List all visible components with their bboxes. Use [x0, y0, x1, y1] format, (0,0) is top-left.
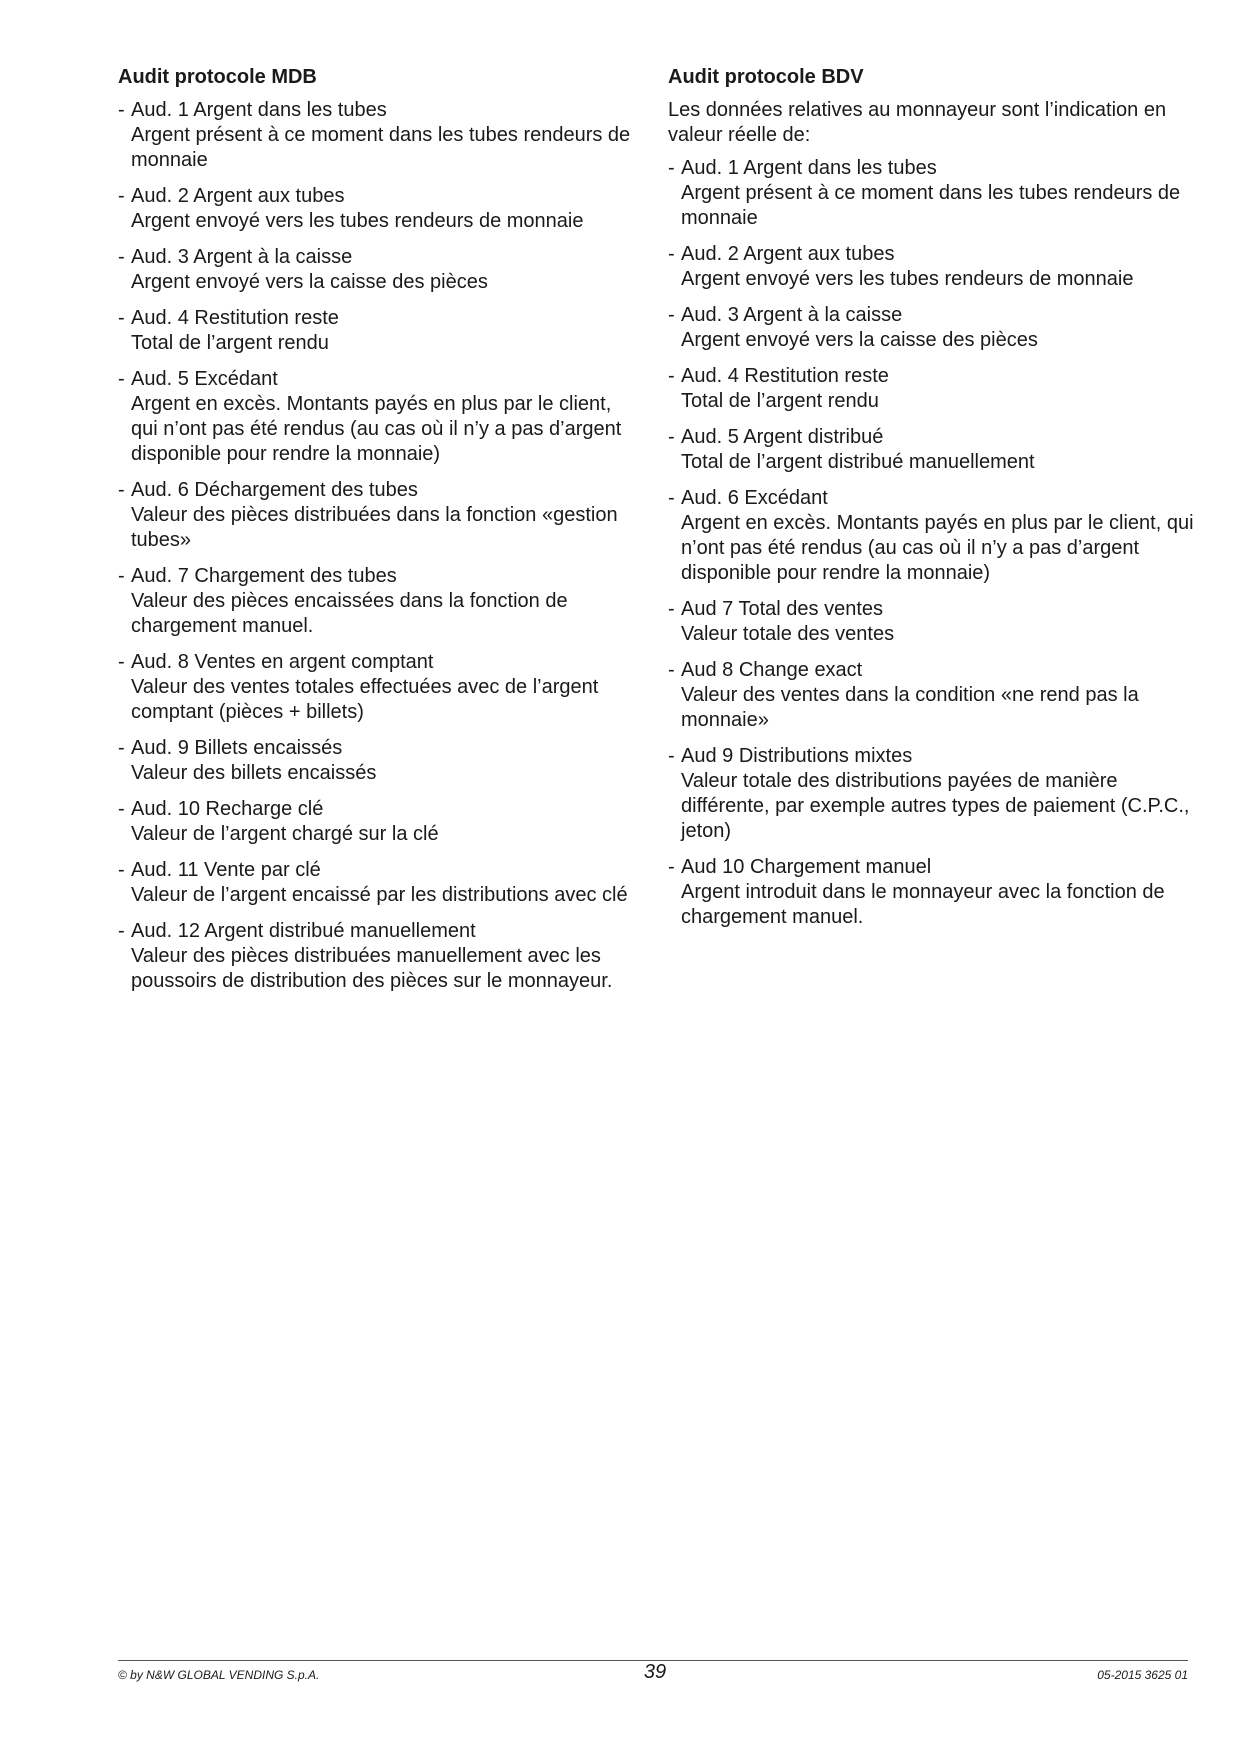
list-item	[118, 564, 638, 639]
list-item-description: Argent envoyé vers la caisse des pièces	[681, 329, 1038, 351]
list-item-description: Argent présent à ce moment dans les tubes rendeurs de monnaie	[681, 182, 1181, 229]
list-item	[118, 245, 638, 295]
list-item-title: - Aud. 9 Billets encaissés	[118, 736, 638, 761]
list-item-description: Valeur des pièces encaissées dans la fonction de chargement manuel.	[131, 590, 568, 637]
list-item	[668, 303, 1198, 353]
list-item-description: Total de l’argent rendu	[131, 332, 329, 354]
list-item-title: - Aud. 1 Argent dans les tubes	[668, 156, 1198, 181]
list-item-title: - Aud 10 Chargement manuel	[668, 855, 1198, 880]
footer-document-code: 05-2015 3625 01	[1097, 1668, 1188, 1682]
list-item-title: - Aud. 3 Argent à la caisse	[668, 303, 1198, 328]
list-item-title: - Aud. 11 Vente par clé	[118, 858, 638, 883]
list-item-description: Valeur des pièces distribuées manuellement avec les poussoirs de distribution des pièces sur le monnayeur.	[131, 945, 613, 992]
list-item-title: - Aud 9 Distributions mixtes	[668, 744, 1198, 769]
list-item	[118, 478, 638, 553]
list-item-description: Valeur de l’argent chargé sur la clé	[131, 823, 439, 845]
list-item-title: - Aud 7 Total des ventes	[668, 597, 1198, 622]
list-item-title: - Aud. 5 Argent distribué	[668, 425, 1198, 450]
list-item	[118, 367, 638, 467]
footer-copyright: © by N&W GLOBAL VENDING S.p.A.	[118, 1668, 320, 1682]
list-item-title: - Aud. 6 Déchargement des tubes	[118, 478, 638, 503]
mdb-audit-list	[118, 98, 638, 994]
list-item-title: - Aud. 4 Restitution reste	[668, 364, 1198, 389]
list-item	[118, 650, 638, 725]
list-item-description: Argent envoyé vers les tubes rendeurs de monnaie	[681, 268, 1134, 290]
list-item	[118, 306, 638, 356]
list-item	[668, 364, 1198, 414]
list-item-description: Argent envoyé vers les tubes rendeurs de monnaie	[131, 210, 584, 232]
list-item	[118, 98, 638, 173]
list-item	[118, 736, 638, 786]
list-item-description: Valeur des ventes dans la condition «ne rend pas la monnaie»	[681, 684, 1139, 731]
list-item-description: Argent en excès. Montants payés en plus par le client, qui n’ont pas été rendus (au cas où il n’y a pas d’argent disponible pour rendre la monnaie)	[681, 512, 1194, 584]
list-item	[668, 156, 1198, 231]
mdb-audit-column	[118, 64, 638, 1005]
list-item-description: Valeur totale des distributions payées de manière différente, par exemple autres types de paiement (C.P.C., jeton)	[681, 770, 1190, 842]
list-item	[668, 425, 1198, 475]
list-item-title: - Aud. 7 Chargement des tubes	[118, 564, 638, 589]
list-item-title: - Aud. 1 Argent dans les tubes	[118, 98, 638, 123]
list-item	[118, 858, 638, 908]
list-item-description: Argent introduit dans le monnayeur avec la fonction de chargement manuel.	[681, 881, 1165, 928]
list-item	[118, 184, 638, 234]
list-item	[668, 658, 1198, 733]
list-item-description: Argent envoyé vers la caisse des pièces	[131, 271, 488, 293]
list-item-title: - Aud. 10 Recharge clé	[118, 797, 638, 822]
list-item-title: - Aud. 4 Restitution reste	[118, 306, 638, 331]
list-item-title: - Aud. 12 Argent distribué manuellement	[118, 919, 638, 944]
list-item-title: - Aud. 6 Excédant	[668, 486, 1198, 511]
list-item-title: - Aud. 3 Argent à la caisse	[118, 245, 638, 270]
bdv-audit-intro: Les données relatives au monnayeur sont l’indication en valeur réelle de:	[668, 99, 1167, 146]
bdv-audit-column	[668, 64, 1198, 941]
list-item-title: - Aud. 2 Argent aux tubes	[118, 184, 638, 209]
page-number: 39	[643, 1661, 667, 1683]
list-item-title: - Aud. 2 Argent aux tubes	[668, 242, 1198, 267]
list-item-description: Valeur des billets encaissés	[131, 762, 377, 784]
list-item	[668, 855, 1198, 930]
list-item-description: Total de l’argent distribué manuellement	[681, 451, 1035, 473]
list-item-description: Valeur de l’argent encaissé par les distributions avec clé	[131, 884, 628, 906]
list-item-description: Valeur des pièces distribuées dans la fonction «gestion tubes»	[131, 504, 618, 551]
list-item-description: Valeur totale des ventes	[681, 623, 895, 645]
list-item	[668, 744, 1198, 844]
list-item	[668, 486, 1198, 586]
list-item-description: Valeur des ventes totales effectuées avec de l’argent comptant (pièces + billets)	[131, 676, 599, 723]
list-item	[118, 797, 638, 847]
list-item-description: Argent en excès. Montants payés en plus par le client, qui n’ont pas été rendus (au cas où il n’y a pas d’argent disponible pour rendre la monnaie)	[131, 393, 622, 465]
mdb-audit-heading: Audit protocole MDB	[118, 66, 317, 88]
list-item-title: - Aud. 5 Excédant	[118, 367, 638, 392]
bdv-audit-heading: Audit protocole BDV	[668, 66, 864, 88]
bdv-audit-list	[668, 156, 1198, 930]
list-item-title: - Aud. 8 Ventes en argent comptant	[118, 650, 638, 675]
list-item	[668, 597, 1198, 647]
list-item	[668, 242, 1198, 292]
list-item-title: - Aud 8 Change exact	[668, 658, 1198, 683]
list-item-description: Argent présent à ce moment dans les tubes rendeurs de monnaie	[131, 124, 631, 171]
list-item-description: Total de l’argent rendu	[681, 390, 879, 412]
list-item	[118, 919, 638, 994]
